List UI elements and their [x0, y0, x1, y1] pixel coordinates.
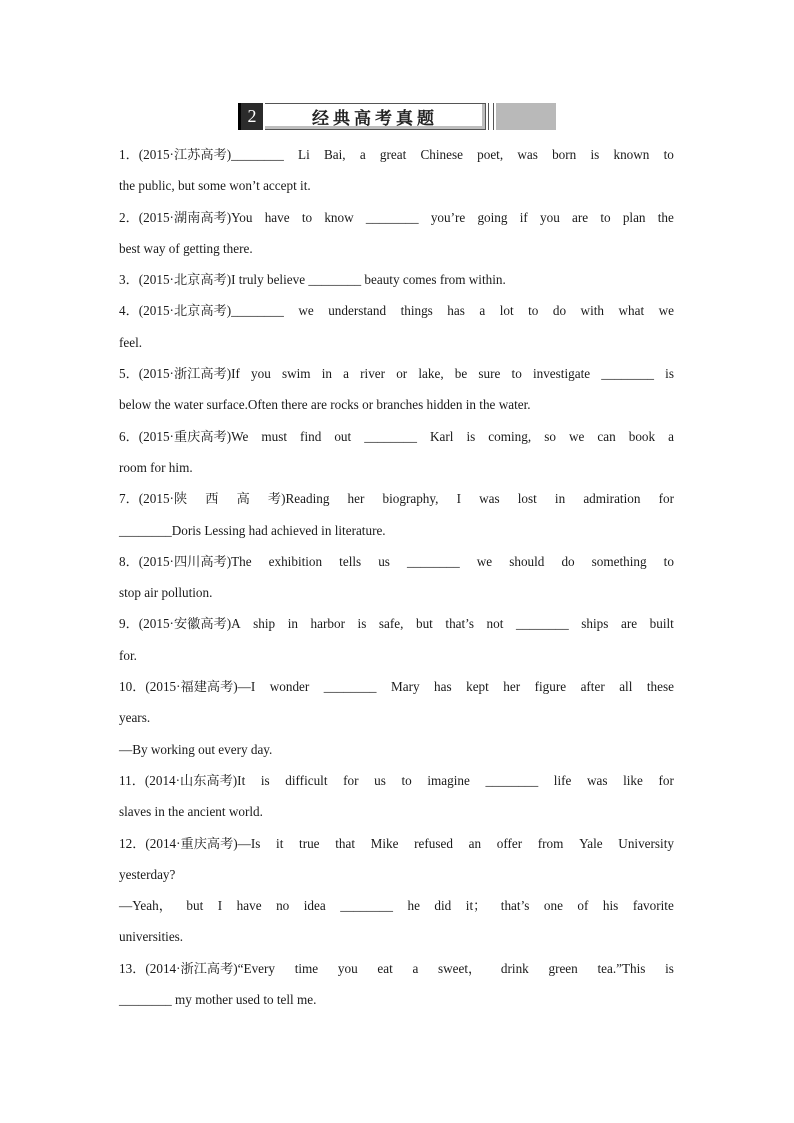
text-line: for. [119, 647, 137, 663]
text-line: 2．(2015·湖南高考)You have to know ________ you’re going if you are to plan the [119, 209, 674, 225]
text-line: 3．(2015·北京高考)I truly believe ________ beauty comes from within. [119, 272, 506, 288]
text-line: 7．(2015·陕 西 高 考)Reading her biography, I was lost in admiration for [119, 491, 674, 507]
text-line: 12．(2014·重庆高考)—Is it true that Mike refused an offer from Yale University [119, 835, 674, 851]
section-number: 2 [238, 103, 263, 130]
text-line: below the water surface.Often there are rocks or branches hidden in the water. [119, 397, 531, 413]
text-line: 9．(2015·安徽高考)A ship in harbor is safe, but that’s not ________ ships are built [119, 616, 674, 632]
text-line: yesterday? [119, 866, 176, 882]
header-decoration [496, 103, 556, 130]
text-line: —Yeah， but I have no idea ________ he did it； that’s one of his favorite [119, 898, 674, 914]
text-line: room for him. [119, 459, 193, 475]
text-line: universities. [119, 929, 184, 945]
text-line: 13．(2014·浙江高考)“Every time you eat a sweet， drink green tea.”This is [119, 960, 674, 976]
text-line: 10．(2015·福建高考)—I wonder ________ Mary has kept her figure after all these [119, 679, 674, 695]
text-line: years. [119, 710, 151, 726]
section-header [238, 103, 556, 130]
text-line: stop air pollution. [119, 585, 213, 601]
header-divider [488, 103, 494, 130]
text-line: —By working out every day. [119, 741, 273, 757]
text-line: feel. [119, 334, 143, 350]
question-list [119, 142, 674, 1018]
text-line: slaves in the ancient world. [119, 804, 263, 820]
text-line: best way of getting there. [119, 240, 253, 256]
text-line: 4．(2015·北京高考)________ we understand things has a lot to do with what we [119, 303, 674, 319]
text-line: ________Doris Lessing had achieved in literature. [119, 522, 386, 538]
section-title: 经典高考真题 [265, 103, 486, 130]
text-line: 1．(2015·江苏高考)________ Li Bai, a great Chinese poet, was born is known to [119, 147, 674, 162]
text-line: 8．(2015·四川高考)The exhibition tells us ________ we should do something to [119, 553, 674, 569]
text-line: ________ my mother used to tell me. [119, 992, 317, 1008]
text-line: 11．(2014·山东高考)It is difficult for us to imagine ________ life was like for [119, 772, 674, 788]
text-line: 6．(2015·重庆高考)We must find out ________ Karl is coming, so we can book a [119, 428, 674, 444]
text-line: the public, but some won’t accept it. [119, 178, 311, 194]
text-line: 5．(2015·浙江高考)If you swim in a river or lake, be sure to investigate ________ is [119, 366, 674, 382]
